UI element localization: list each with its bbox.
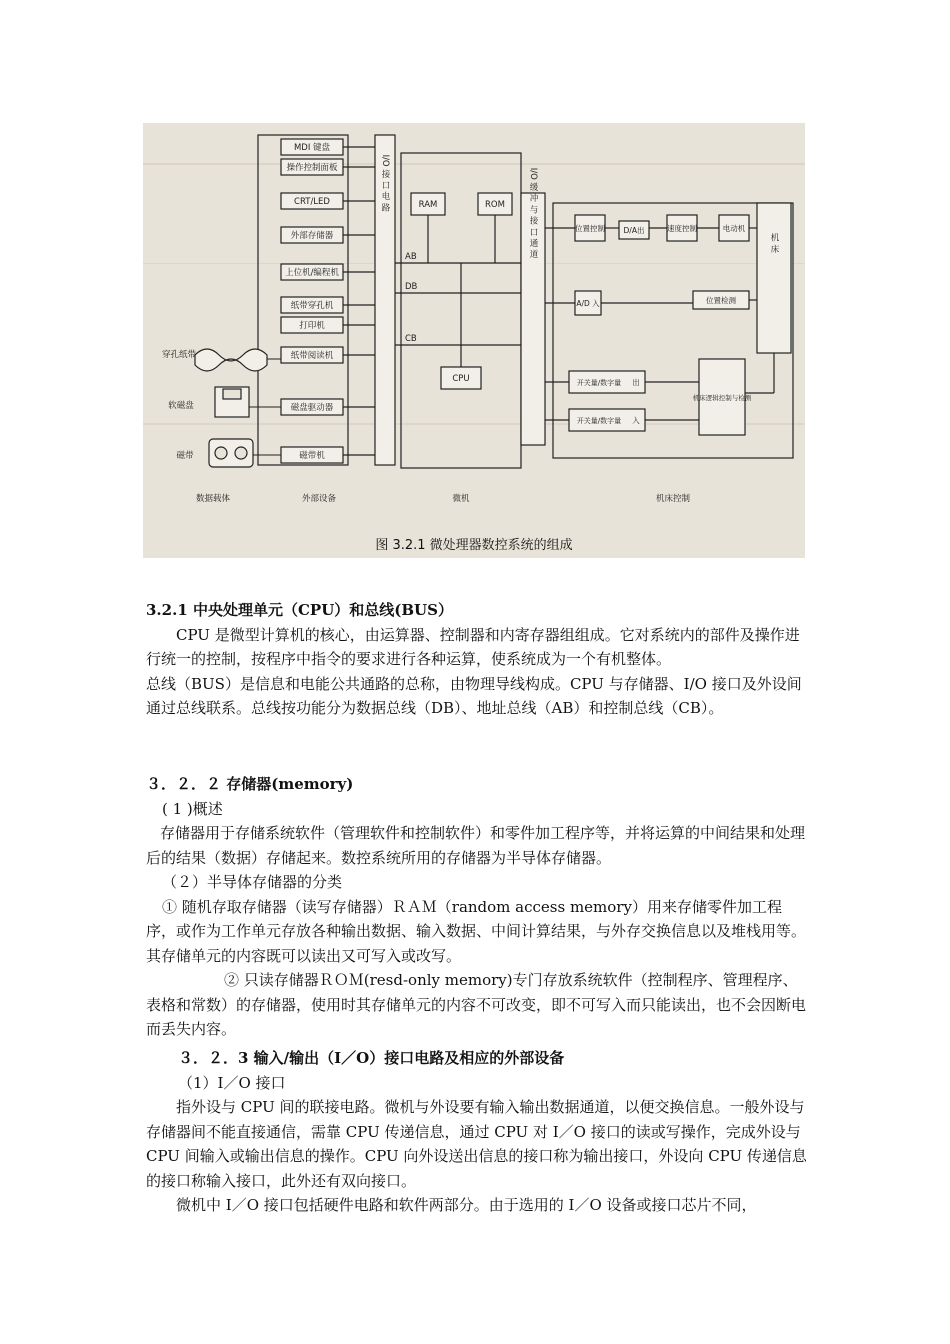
section-cpu-bus [146, 598, 811, 721]
paragraph-cpu: CPU 是微型计算机的核心，由运算器、控制器和内寄存器组组成。它对系统内的部件及操作进行统一的控制，按程序中指令的要求进行各种运算，使系统成为一个有机整体。 [146, 625, 800, 668]
label-cassette: 磁带 [176, 451, 194, 461]
block-panel: 操作控制面板 [286, 163, 338, 173]
subheading-io-interface: （1）I／O 接口 [178, 1073, 286, 1092]
block-host: 上位机/编程机 [285, 268, 339, 278]
block-ext-mem: 外部存储器 [290, 231, 334, 241]
block-pos-ctrl: 位置控制 [575, 224, 605, 233]
block-io-buffer: I/O 缓 冲 与 接 口 通 道 [528, 167, 538, 259]
block-tape-drive: 磁带机 [299, 451, 325, 461]
block-ad: A/D 入 [576, 299, 600, 308]
paragraph-bus: 总线（BUS）是信息和电能公共通路的总称，由物理导线构成。CPU 与存储器、I/O 接口及外设间通过总线联系。总线按功能分为数据总线（DB）、地址总线（AB）和控制总线（CB）。 [146, 674, 802, 717]
block-pos-detect: 位置检测 [706, 296, 736, 305]
label-punched-tape: 穿孔纸带 [161, 350, 197, 360]
block-out-label: 出 [632, 378, 640, 387]
block-switch-in: 开关量/数字量 [576, 417, 622, 425]
group-label-machine: 机床控制 [655, 494, 691, 504]
block-crt: CRT/LED [294, 197, 330, 207]
subheading-classification: （２）半导体存储器的分类 [162, 873, 343, 891]
block-mdi: MDI 键盘 [293, 143, 331, 153]
block-rom: ROM [485, 200, 505, 210]
block-switch-out: 开关量/数字量 [576, 379, 622, 387]
section-io [146, 1046, 811, 1218]
paragraph-io-composition: 微机中 I／O 接口包括硬件电路和软件两部分。由于选用的 I／O 设备或接口芯片不同， [176, 1196, 757, 1214]
subheading-overview: ( 1 )概述 [162, 799, 223, 818]
bus-cb: CB [405, 334, 417, 344]
block-motor: 电动机 [722, 224, 746, 233]
block-cpu: CPU [452, 374, 470, 384]
block-tape-reader: 纸带阅读机 [290, 351, 334, 361]
group-label-carrier: 数据载体 [195, 494, 231, 504]
paragraph-io-definition: 指外设与 CPU 间的联接电路。微机与外设要有输入输出数据通道，以便交换信息。一般外设与存储器间不能直接通信，需靠 CPU 传递信息，通过 CPU 对 I／O 接口的读或写操作，完成外设与 CPU 间输入或输出信息的操作。CPU 向外设送出信息的接口称为输出接口，外设向 CPU 传递信息的接口称输入接口，此外还有双向接口。 [146, 1098, 807, 1190]
block-logic-ctrl: 机床逻辑控制与检测 [692, 394, 752, 402]
paragraph-rom: ② 只读存储器ＲＯＭ(resd-only memory)专门存放系统软件（控制程序、管理程序、表格和常数）的存储器，使用时其存储单元的内容不可改变，即不可写入而只能读出，也不会因断电而丢失内容。 [146, 971, 807, 1038]
block-speed-ctrl: 速度控制 [667, 224, 697, 233]
paragraph-memory-overview: 存储器用于存储系统软件（管理软件和控制软件）和零件加工程序等，并将运算的中间结果和处理后的结果（数据）存储起来。数控系统所用的存储器为半导体存储器。 [146, 824, 806, 867]
label-floppy: 软磁盘 [168, 401, 194, 411]
block-in-label: 入 [632, 416, 640, 425]
section-heading-memory: ３．２．２ 存储器(memory) [146, 775, 354, 793]
paragraph-ram: ① 随机存取存储器（读写存储器）ＲＡＭ（random access memory）用来存储零件加工程序，或作为工作单元存放各种输出数据、输入数据、中间计算结果，与外存交换信息以及堆栈用等。其存储单元的内容既可以读出又可写入或改写。 [146, 897, 807, 965]
block-tape-punch: 纸带穿孔机 [290, 301, 334, 311]
block-printer: 打印机 [299, 321, 325, 331]
block-ram: RAM [418, 200, 438, 210]
figure-caption: 图 3.2.1 微处理器数控系统的组成 [375, 538, 573, 553]
bus-db: DB [405, 282, 418, 292]
bus-ab: AB [405, 252, 417, 262]
group-label-peripheral: 外部设备 [301, 494, 337, 504]
section-heading-io: ３．２．3 输入/输出（I／O）接口电路及相应的外部设备 [178, 1049, 565, 1067]
block-io-iface: I/O 接 口 电 路 [380, 154, 390, 212]
group-label-micro: 微机 [452, 494, 470, 504]
block-disk-drive: 磁盘驱动器 [290, 403, 334, 413]
block-da: D/A出 [623, 226, 645, 235]
diagram-figure [143, 123, 805, 558]
section-memory [146, 772, 811, 1042]
section-heading-cpu: 3.2.1 中央处理单元（CPU）和总线(BUS） [146, 601, 453, 619]
block-machine: 机 床 [769, 233, 779, 253]
